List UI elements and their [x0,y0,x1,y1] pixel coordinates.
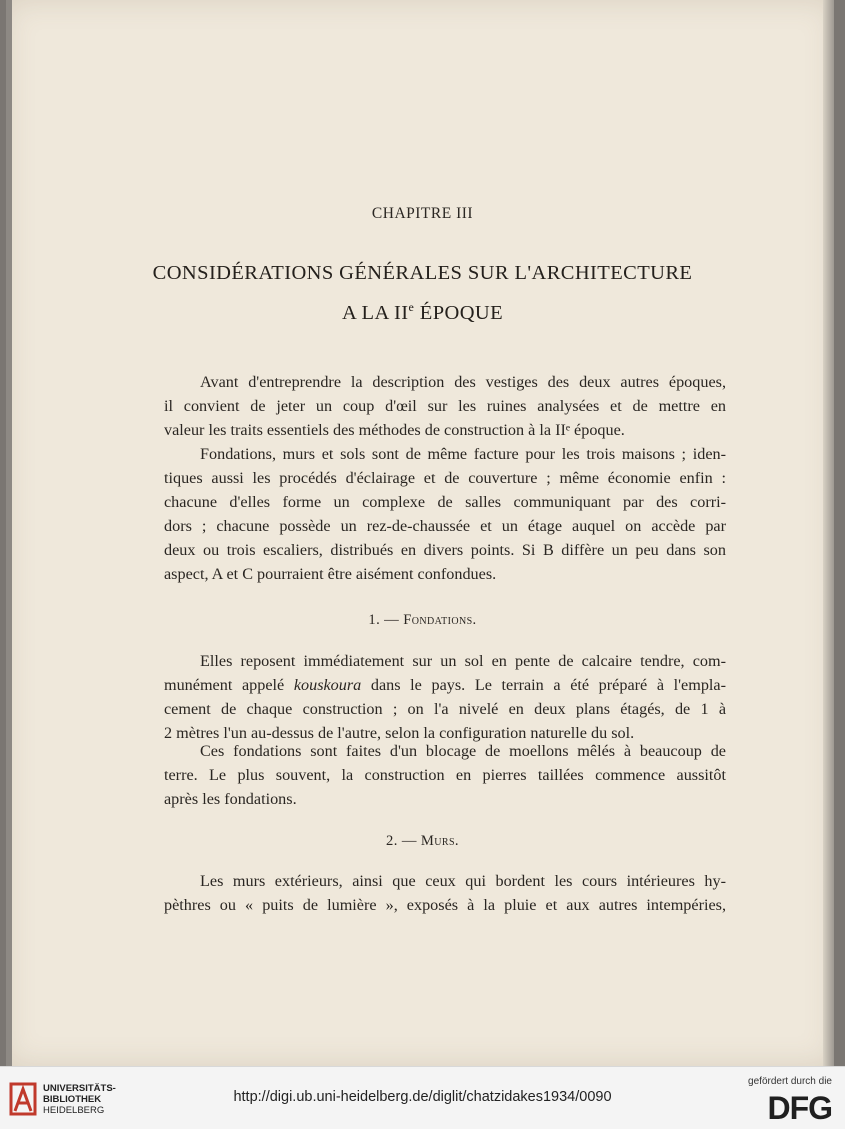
text-line: tiques aussi les procédés d'éclairage et de couverture ; même économie enfin : [164,468,726,487]
text-line: cement de chaque construction ; on l'a nivelé en deux plans étagés, de 1 à [164,699,726,718]
section2-paragraph-1 [164,870,726,918]
section1-paragraph-2 [164,740,726,812]
viewer-footer [0,1066,845,1129]
text-line: aspect, A et C pourraient être aisément confondues. [164,564,497,583]
text-line: chacune d'elles forme un complexe de salles communiquant par des corri- [164,492,726,511]
funding-label: gefördert durch die [748,1076,832,1087]
dfg-logo: DFG [767,1090,832,1126]
italic-term: kouskoura [293,675,362,694]
text-line: dors ; chacune possède un rez-de-chaussée et un étage auquel on accède par [164,516,726,535]
library-name-line-1: UNIVERSITÄTS- [43,1083,116,1094]
chapter-title-line-2 [0,290,845,330]
text-line: Ces fondations sont faites d'un blocage de moellons mêlés à beaucoup de [200,742,726,760]
text-line: deux ou trois escaliers, distribués en divers points. Si B diffère un peu dans son [164,540,726,559]
title-line2-suffix: ÉPOQUE [414,302,504,324]
title-superscript: e [408,300,415,314]
text-line: Avant d'entreprendre la description des vestiges des deux autres époques, [200,373,726,391]
text-line: 2 mètres l'un au-dessus de l'autre, selon la configuration naturelle du sol. [164,723,635,742]
section-heading-murs [0,833,845,850]
text-line: Elles reposent immédiatement sur un sol en pente de calcaire tendre, com- [200,652,726,670]
text-line: il convient de jeter un coup d'œil sur les ruines analysées et de mettre en [164,396,726,415]
text-line: pèthres ou « puits de lumière », exposés à la pluie et aux autres intempéries, [164,895,726,914]
text-fragment: dans le pays. Le terrain a été préparé à l'empla- [361,675,726,694]
page-right-edge [823,0,834,1066]
library-name-line-3: HEIDELBERG [43,1105,105,1116]
text-line: valeur les traits essentiels des méthodes de construction à la IIᵉ époque. [164,420,625,439]
text-line: terre. Le plus souvent, la construction en pierres taillées commence aussitôt [164,765,726,784]
section1-paragraph-1 [164,650,726,746]
intro-paragraph-1 [164,371,726,443]
chapter-title [0,256,845,330]
text-line [164,674,726,698]
text-line: Fondations, murs et sols sont de même facture pour les trois maisons ; iden- [200,445,726,463]
section-title: Murs. [420,833,459,849]
section-title: Fondations. [403,612,477,628]
chapter-heading: CHAPITRE III [371,205,474,222]
section-number: 1. — [368,612,404,628]
text-fragment: munément appelé [164,675,294,694]
section-number: 2. — [386,833,421,849]
text-line: Les murs extérieurs, ainsi que ceux qui bordent les cours intérieures hy- [200,872,726,890]
text-line: après les fondations. [164,789,297,808]
permalink-url[interactable]: http://digi.ub.uni-heidelberg.de/diglit/chatzidakes1934/0090 [233,1089,612,1105]
section-heading-fondations [0,612,845,629]
intro-paragraph-2 [164,443,726,586]
title-line2-prefix: A LA II [341,302,409,324]
chapter-title-line-1: CONSIDÉRATIONS GÉNÉRALES SUR L'ARCHITECTURE [152,262,693,284]
library-name-line-2: BIBLIOTHEK [43,1094,102,1105]
page-left-edge [6,0,12,1066]
